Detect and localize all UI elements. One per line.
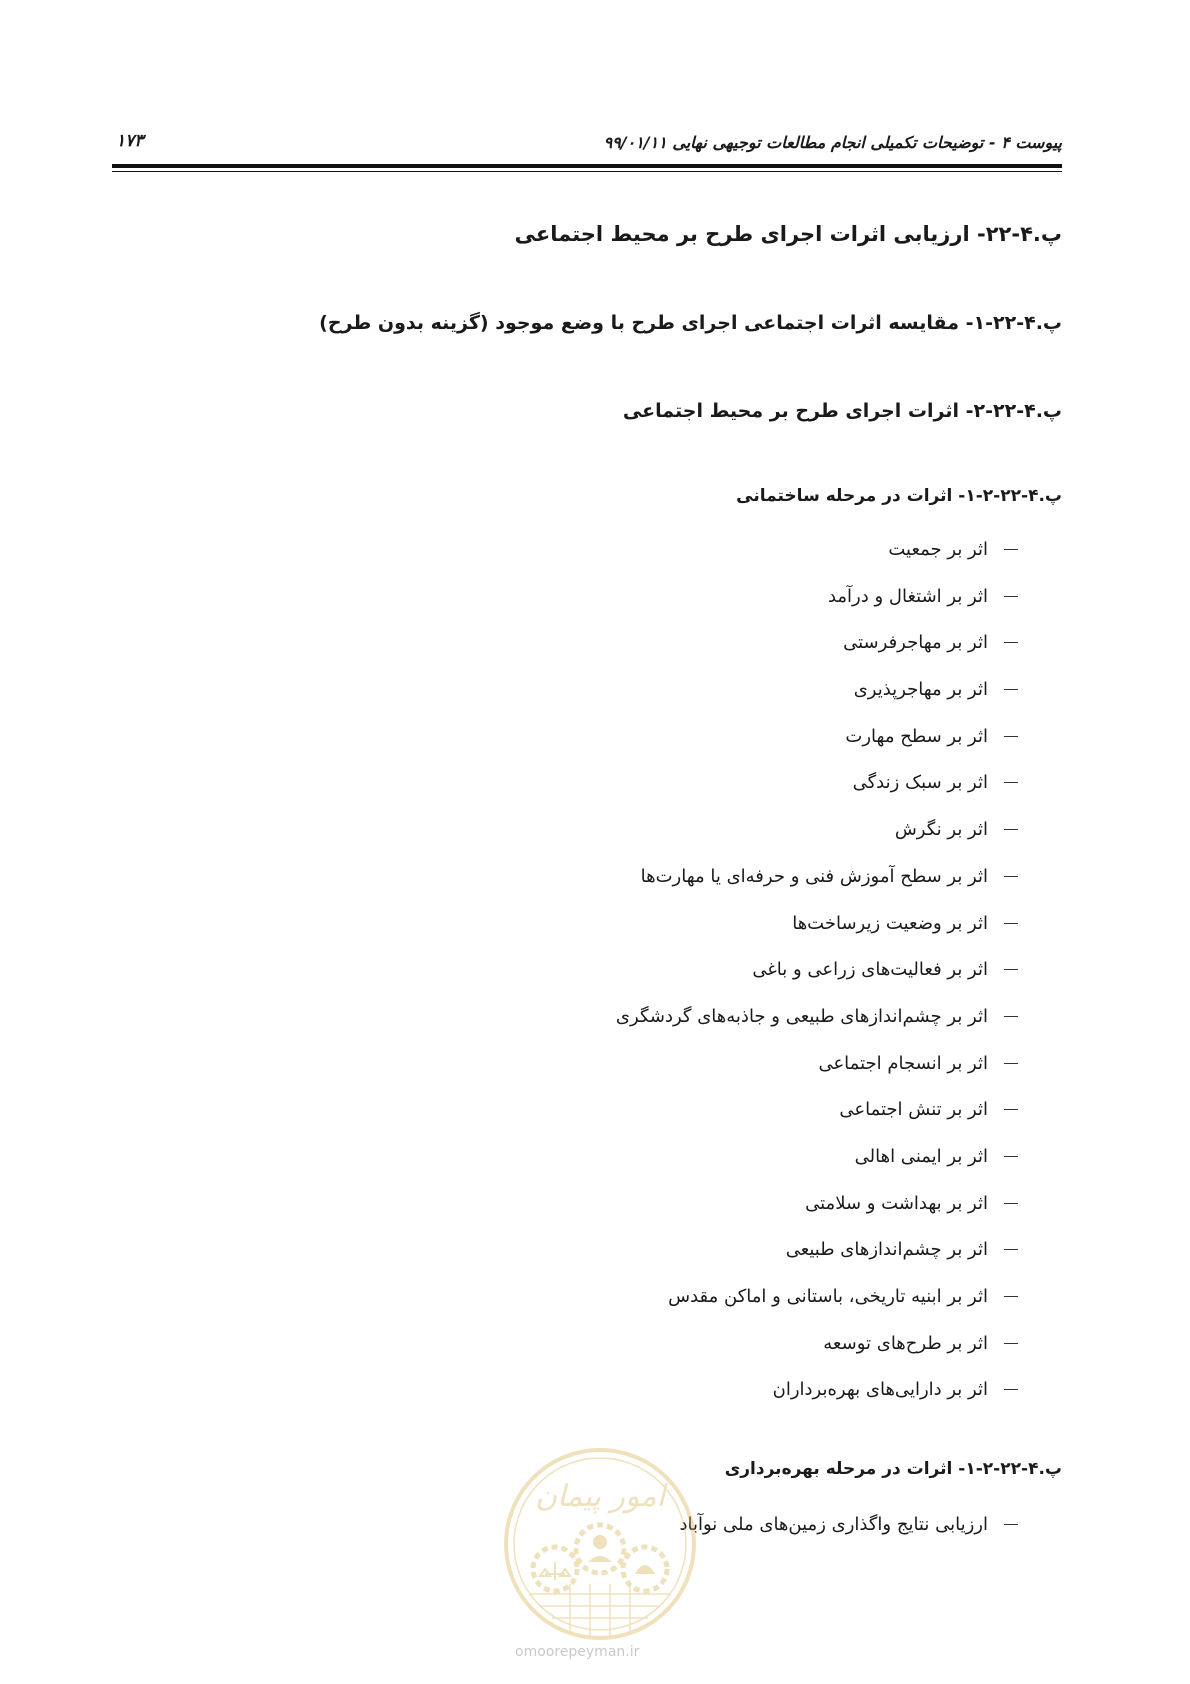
list-item: اثر بر ایمنی اهالی — [616, 1145, 1018, 1192]
dash-bullet-icon — [1004, 1109, 1018, 1110]
dash-bullet-icon — [1004, 642, 1018, 643]
dash-bullet-icon — [1004, 1249, 1018, 1250]
list-item: اثر بر نگرش — [616, 818, 1018, 865]
subsection-heading-construction-phase: پ.۴-۲۲-۲-۱- اثرات در مرحله ساختمانی — [736, 486, 1062, 506]
running-header-title: پیوست ۴ - توضیحات تکمیلی انجام مطالعات توجیهی نهایی ۹۹/۰۱/۱۱ — [603, 133, 1062, 152]
list-item: اثر بر بهداشت و سلامتی — [616, 1192, 1018, 1239]
dash-bullet-icon — [1004, 1343, 1018, 1344]
list-item: اثر بر وضعیت زیرساخت‌ها — [616, 912, 1018, 959]
dash-bullet-icon — [1004, 1156, 1018, 1157]
watermark-url: omoorepeyman.ir — [515, 1644, 640, 1660]
watermark-seal-icon — [500, 1444, 700, 1644]
list-item: اثر بر چشم‌اندازهای طبیعی — [616, 1238, 1018, 1285]
list-item: اثر بر مهاجرفرستی — [616, 631, 1018, 678]
list-item: اثر بر ابنیه تاریخی، باستانی و اماکن مقدس — [616, 1285, 1018, 1332]
list-item: اثر بر تنش اجتماعی — [616, 1098, 1018, 1145]
dash-bullet-icon — [1004, 1524, 1018, 1525]
dash-bullet-icon — [1004, 876, 1018, 877]
list-item: اثر بر سطح آموزش فنی و حرفه‌ای یا مهارت‌ها — [616, 865, 1018, 912]
dash-bullet-icon — [1004, 829, 1018, 830]
construction-effects-list — [616, 538, 1018, 1425]
watermark-logo-text: امور پیمان — [535, 1479, 665, 1514]
dash-bullet-icon — [1004, 1296, 1018, 1297]
dash-bullet-icon — [1004, 782, 1018, 783]
subsection-heading-social-effects: پ.۴-۲۲-۲- اثرات اجرای طرح بر محیط اجتماعی — [622, 400, 1062, 422]
list-item: اثر بر دارایی‌های بهره‌برداران — [616, 1378, 1018, 1425]
subsection-heading-operation-phase: پ.۴-۲۲-۲-۱- اثرات در مرحله بهره‌برداری — [724, 1459, 1062, 1479]
dash-bullet-icon — [1004, 969, 1018, 970]
list-item: اثر بر مهاجرپذیری — [616, 678, 1018, 725]
dash-bullet-icon — [1004, 1063, 1018, 1064]
list-item: اثر بر طرح‌های توسعه — [616, 1332, 1018, 1379]
header-rule-thin — [112, 171, 1062, 172]
dash-bullet-icon — [1004, 923, 1018, 924]
list-item: اثر بر چشم‌اندازهای طبیعی و جاذبه‌های گردشگری — [616, 1005, 1018, 1052]
header-rule-thick — [112, 164, 1062, 168]
subsection-heading-comparison: پ.۴-۲۲-۱- مقایسه اثرات اجتماعی اجرای طرح با وضع موجود (گزینه بدون طرح) — [319, 312, 1062, 334]
list-item: اثر بر سبک زندگی — [616, 771, 1018, 818]
dash-bullet-icon — [1004, 1016, 1018, 1017]
dash-bullet-icon — [1004, 1389, 1018, 1390]
dash-bullet-icon — [1004, 549, 1018, 550]
list-item: اثر بر انسجام اجتماعی — [616, 1052, 1018, 1099]
list-item: اثر بر جمعیت — [616, 538, 1018, 585]
list-item: اثر بر فعالیت‌های زراعی و باغی — [616, 958, 1018, 1005]
dash-bullet-icon — [1004, 596, 1018, 597]
list-item: اثر بر سطح مهارت — [616, 725, 1018, 772]
page-number: ۱۷۳ — [116, 131, 144, 151]
dash-bullet-icon — [1004, 736, 1018, 737]
list-item: اثر بر اشتغال و درآمد — [616, 585, 1018, 632]
dash-bullet-icon — [1004, 1203, 1018, 1204]
section-heading: پ.۴-۲۲- ارزیابی اثرات اجرای طرح بر محیط اجتماعی — [514, 222, 1062, 246]
list-item: ارزیابی نتایج واگذاری زمین‌های ملی نوآباد — [679, 1513, 1018, 1537]
dash-bullet-icon — [1004, 689, 1018, 690]
